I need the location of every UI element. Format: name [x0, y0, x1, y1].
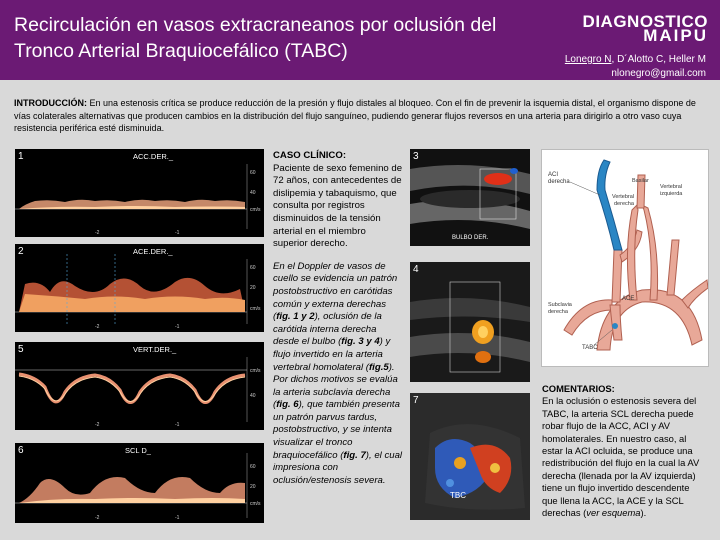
svg-text:-2: -2	[95, 422, 100, 428]
doppler-waveform-1	[15, 149, 264, 237]
fig-ref: fig. 6	[276, 399, 299, 411]
intro-label: INTRODUCCIÓN:	[14, 98, 87, 108]
svg-text:-1: -1	[175, 515, 180, 521]
svg-text:cm/s: cm/s	[250, 306, 261, 312]
poster-header	[0, 0, 720, 80]
svg-text:60: 60	[250, 265, 256, 271]
label-basilar: Basilar	[632, 178, 649, 184]
svg-text:-1: -1	[175, 324, 180, 330]
svg-text:-2: -2	[95, 324, 100, 330]
doppler-panel-2	[15, 244, 264, 332]
authors-block	[565, 53, 706, 81]
occlusion-ultrasound	[410, 262, 530, 382]
doppler-waveform-5	[15, 342, 264, 430]
logo-text-bottom: MAIPU	[643, 26, 708, 45]
findings-text: ), que también presenta un patrón parvus tardus, postobstructivo, y se intenta visualizar el tronco braquiocefálico (	[273, 399, 400, 461]
svg-text:40: 40	[250, 190, 256, 196]
doppler-waveform-6	[15, 443, 264, 523]
logo-text-top: DIAGNOSTICO	[582, 12, 708, 31]
label-tabc: TABC	[582, 345, 598, 351]
comments-text: En la oclusión o estenosis severa del TABC, la arteria SCL derecha puede robar flujo de la ACC, ACI y AV homolaterales. En nuestro caso, al estar la ACI ocluida, se produce una redistribución del flujo en la cual la AV derecha (llenada por la AV izquierda) tiene un flujo invertido descendente que llena la ACC, la ACE y la SCL derechas (	[542, 395, 700, 519]
bulb-ultrasound	[410, 149, 530, 246]
svg-text:-1: -1	[175, 422, 180, 428]
intro-text: En una estenosis crítica se produce reducción de la presión y flujo distales al bloqueo. Con el fin de prevenir la isquemia distal, el organismo dispone de vías colaterales alternativas que producen cambios en la distribución del flujo sanguíneo, pudiendo generar flujos reversos en una arteria para dirigirlo a otro vaso cuya resistencia periférica esté disminuida.	[14, 98, 696, 133]
fig-ref: fig.5	[368, 361, 389, 373]
introduction	[14, 97, 706, 135]
doppler-panel-1	[15, 149, 264, 237]
fig-ref: fig. 7	[343, 449, 366, 461]
doppler-waveform-2	[15, 244, 264, 332]
ultrasound-image-7	[410, 393, 530, 520]
label-ace: ACE	[622, 296, 635, 302]
panel-label: VERT.DER._	[133, 345, 177, 354]
panel-number: 3	[413, 151, 419, 162]
svg-text:20: 20	[250, 484, 256, 490]
findings-text: ), oclusión de la carótida interna derecha desde el bulbo (	[273, 311, 382, 348]
contact-email: nlonegro@gmail.com	[611, 68, 706, 79]
vascular-diagram	[541, 149, 709, 367]
svg-text:20: 20	[250, 285, 256, 291]
comments-ref: ver esquema	[586, 507, 641, 519]
comments-body	[542, 395, 707, 519]
case-heading: CASO CLÍNICO:	[273, 150, 347, 161]
comments-heading: COMENTARIOS:	[542, 383, 615, 394]
svg-text:60: 60	[250, 170, 256, 176]
panel-number: 5	[18, 344, 24, 355]
panel-label: ACC.DER._	[133, 152, 174, 161]
findings-text: ), el cual impresiona con oclusión/estenosis severa.	[273, 449, 403, 486]
panel-label: ACE.DER._	[133, 247, 173, 256]
ultrasound-image-3	[410, 149, 530, 246]
ultrasound-image-4	[410, 262, 530, 382]
svg-text:cm/s: cm/s	[250, 368, 261, 374]
panel-number: 2	[18, 246, 24, 257]
label-aci: ACI	[548, 172, 559, 178]
findings-text: ). Por dichos motivos se evalúa la arteria subclavia derecha (	[273, 361, 398, 411]
panel-label: SCL D_	[125, 446, 151, 455]
panel-label: TBC	[450, 491, 466, 500]
case-findings	[273, 261, 403, 488]
label-vertebral-der: Vertebral	[612, 194, 635, 200]
poster-title: Recirculación en vasos extracraneanos por oclusión del Tronco Arterial Braquiocefálico (TABC)	[14, 14, 497, 62]
findings-text: En el Doppler de vasos de cuello se evidencia un patrón postobstructivo en carótidas común y externa derechas (	[273, 260, 398, 323]
svg-text:40: 40	[250, 393, 256, 399]
svg-text:-1: -1	[175, 230, 180, 236]
svg-text:-2: -2	[95, 230, 100, 236]
case-description: Paciente de sexo femenino de 72 años, con antecedentes de dislipemia y tabaquismo, que consulta por registros disminuidos de la tensión arterial en el miembro superior derecho.	[273, 162, 403, 250]
collateral-flow-schematic	[542, 150, 708, 366]
panel-number: 7	[413, 395, 419, 406]
doppler-panel-6	[15, 443, 264, 523]
label-vertebral-izq-2: izquierda	[660, 191, 683, 197]
panel-number: 6	[18, 445, 24, 456]
svg-text:cm/s: cm/s	[250, 207, 261, 213]
comments-end: ).	[640, 507, 647, 519]
fig-ref: fig. 1 y 2	[276, 311, 315, 323]
clinical-case	[273, 150, 403, 487]
svg-text:60: 60	[250, 464, 256, 470]
label-subclavia-der: derecha	[548, 309, 568, 315]
main-author: Lonegro N	[564, 54, 612, 65]
findings-text: ) y flujo invertido en la arteria vertebral homolateral (	[273, 336, 391, 373]
co-authors: , D´Alotto C, Heller M	[611, 54, 706, 65]
diagnostico-maipu-logo	[568, 12, 708, 45]
fig-ref: fig. 3 y 4	[341, 336, 380, 348]
label-subclavia: Subclavia	[548, 302, 572, 308]
comments	[542, 383, 707, 519]
label-aci-derecha: derecha	[548, 179, 570, 185]
label-vertebral-der-2: derecha	[614, 201, 634, 207]
svg-text:cm/s: cm/s	[250, 501, 261, 507]
tbc-ultrasound	[410, 393, 530, 520]
panel-number: 4	[413, 264, 419, 275]
doppler-panel-5	[15, 342, 264, 430]
panel-label: BULBO DER.	[452, 235, 489, 241]
svg-text:-2: -2	[95, 515, 100, 521]
label-vertebral-izq: Vertebral	[660, 184, 683, 190]
panel-number: 1	[18, 151, 24, 162]
